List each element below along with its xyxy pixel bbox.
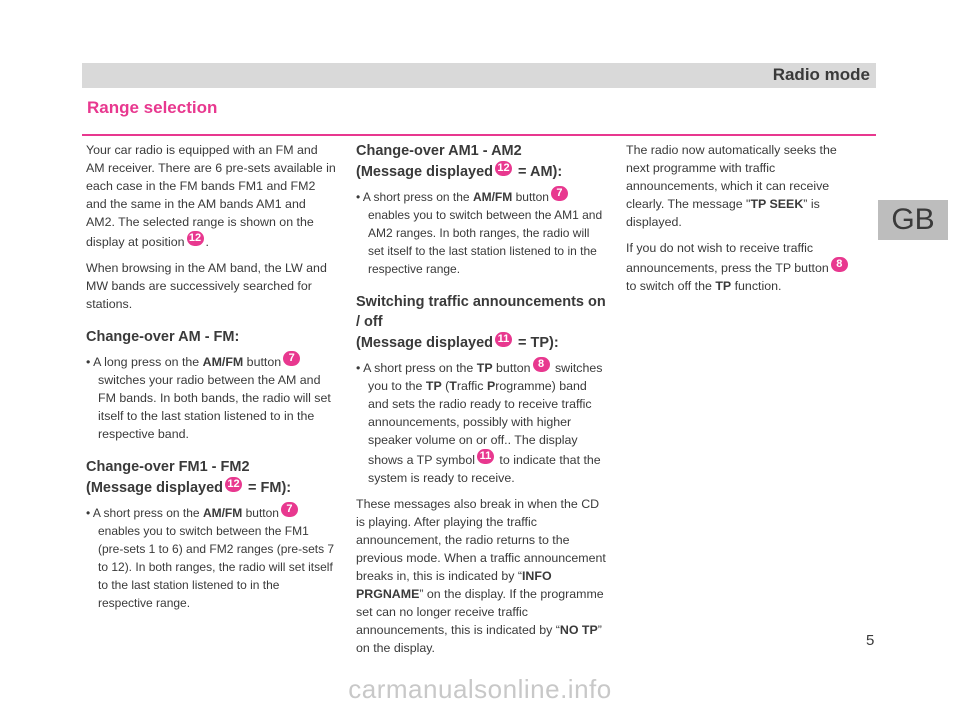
fm-heading: Change-over FM1 - FM2 (Message displayed 12 = FM): bbox=[86, 459, 292, 496]
button-7-badge: 7 bbox=[283, 351, 300, 366]
page-title: Range selection bbox=[87, 98, 218, 117]
switch-off-paragraph: If you do not wish to receive traffic announcements, press the TP button 8 to switch off the TP function. bbox=[626, 239, 858, 295]
watermark: carmanualsonline.info bbox=[348, 674, 612, 704]
tp-heading: Switching traffic announcements on / off (Message displayed 11 = TP): bbox=[356, 294, 606, 351]
fm-bullet: • A short press on the AM/FM button 7 enables you to switch between the FM1 (pre-sets 1 to 6) and FM2 ranges (pre-sets 7 to 12). In both ranges, the radio will set itself to the last station listened to in the respective range. bbox=[86, 503, 335, 610]
header-bar bbox=[82, 63, 876, 88]
button-7-badge: 7 bbox=[551, 186, 568, 201]
amfm-heading: Change-over AM - FM: bbox=[86, 329, 240, 345]
tp-symbol-11-badge: 11 bbox=[477, 449, 494, 464]
messages-paragraph: These messages also break in when the CD is playing. After playing the traffic announcement, the radio returns to the previous mode. When a traffic announcement breaks in, this is indicated by “INFO PRGNAME” on the display. If the programme set can no longer receive traffic announcements, this is indicated by “NO TP” on the display. bbox=[356, 497, 606, 655]
position-12-badge: 12 bbox=[187, 231, 204, 246]
am-heading: Change-over AM1 - AM2 (Message displayed 12 = AM): bbox=[356, 143, 563, 180]
column-3 bbox=[626, 141, 858, 303]
section-title: Radio mode bbox=[772, 65, 870, 84]
seek-paragraph: The radio now automatically seeks the next programme with traffic announcements, which it can receive clearly. The message "TP SEEK” is displayed. bbox=[626, 143, 837, 229]
am-bullet: • A short press on the AM/FM button 7 enables you to switch between the AM1 and AM2 ranges. In both ranges, the radio will set itself to the last station listened to in the respective range. bbox=[356, 187, 603, 276]
button-8-badge: 8 bbox=[533, 357, 550, 372]
amfm-bullet: • A long press on the AM/FM button 7 switches your radio between the AM and FM bands. In both bands, the radio will set itself to the last station listened to in the respective band. bbox=[86, 352, 331, 441]
language-tab: GB bbox=[878, 200, 948, 240]
position-11-badge: 11 bbox=[495, 332, 512, 347]
position-12-badge: 12 bbox=[495, 161, 512, 176]
button-7-badge: 7 bbox=[281, 502, 298, 517]
title-divider bbox=[82, 134, 876, 136]
position-12-badge: 12 bbox=[225, 477, 242, 492]
column-1 bbox=[86, 141, 336, 620]
tp-bullet: • A short press on the TP button 8 switches you to the TP (Traffic Programme) band and sets the radio ready to receive traffic announcements, possibly with higher speaker volume on or off.. The display shows a TP symbol 11 to indicate that the system is ready to receive. bbox=[356, 358, 603, 485]
page-number: 5 bbox=[866, 632, 875, 649]
button-8-badge: 8 bbox=[831, 257, 848, 272]
browse-paragraph: When browsing in the AM band, the LW and MW bands are successively searched for stations. bbox=[86, 261, 327, 311]
column-2 bbox=[356, 141, 606, 665]
intro-paragraph: Your car radio is equipped with an FM and AM receiver. There are 6 pre-sets available in each case in the FM bands FM1 and FM2 and the same in the AM bands AM1 and AM2. The selected range is shown on the display at position 12 . bbox=[86, 143, 336, 249]
